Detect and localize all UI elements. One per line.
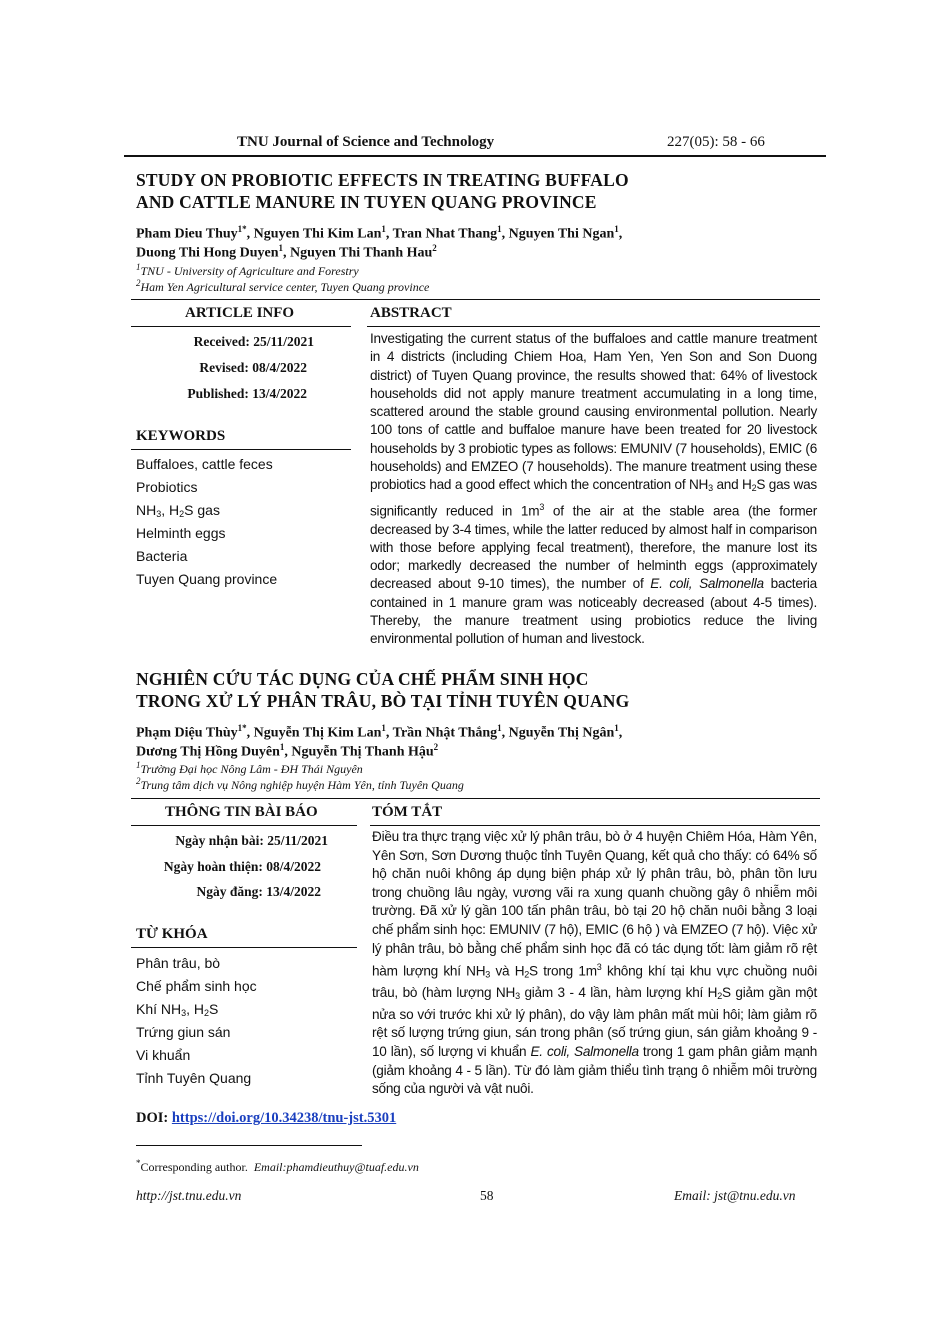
keyword: Chế phẩm sinh học [136,978,257,994]
doi-link[interactable]: https://doi.org/10.34238/tnu-jst.5301 [171,1110,397,1126]
en-top-rule [131,299,820,300]
keyword: Khí $NH_3$, $H_2S$ [136,1001,219,1018]
article-info-heading: ARTICLE INFO [185,305,295,321]
vi-title-line2: TRONG XỬ LÝ PHÂN TRÂU, BÒ TẠI TỈNH TUYÊN QUANG [136,691,630,711]
corresponding-email[interactable]: Email:phamdieuthuy@tuaf.edu.vn [253,1160,419,1174]
vi-authors-line2: Dương Thị Hồng Duyên$^1$, Nguyễn Thị Thanh Hậu$^2$ [136,742,439,760]
en-title-line1: STUDY ON PROBIOTIC EFFECTS IN TREATING BUFFALO [136,170,629,190]
abstract-heading: ABSTRACT [370,305,452,321]
keyword: Bacteria [136,548,188,564]
vi-revised-date: Ngày hoàn thiện: 08/4/2022 [163,859,321,874]
en-affiliation-1: $^1$TNU - University of Agriculture and Forestry [136,262,359,278]
vi-keyword-list [136,955,257,1093]
en-authors-line2: Duong Thi Hong Duyen$^1$, Nguyen Thi Thanh Hau$^2$ [136,243,437,261]
vi-keywords-rule [131,947,357,948]
vi-abstract-heading: TÓM TẮT [372,804,443,820]
keyword: Buffaloes, cattle feces [136,456,273,472]
vi-info-rule [131,825,357,826]
en-authors-line1: Pham Dieu Thuy$^{1*}$, Nguyen Thi Kim Lan$^1$, Tran Nhat Thang$^1$, Nguyen Thi Ngan$^1$, [136,224,623,242]
keyword: Probiotics [136,479,198,495]
vi-top-rule [131,798,820,799]
footnote-rule [136,1145,362,1146]
vi-authors-line1: Phạm Diệu Thùy$^{1*}$, Nguyễn Thị Kim Lan$^1$, Trần Nhật Thắng$^1$, Nguyễn Thị Ngân$^1$, [136,723,623,741]
vi-abstract-rule [370,825,820,826]
vi-keywords-heading: TỪ KHÓA [136,926,208,942]
keyword: Vi khuẩn [136,1047,191,1063]
published-date: Published: 13/4/2022 [187,386,307,401]
keyword: Helminth eggs [136,525,226,541]
volume-pages: 227(05): 58 - 66 [667,134,765,150]
corresponding-author: *Corresponding author. Email:phamdieuthuy@tuaf.edu.vn [136,1158,419,1174]
vi-abstract-text: Điều tra thực trạng việc xử lý phân trâu, bò ở 4 huyện Chiêm Hóa, Hàm Yên, Yên Sơn, Sơn Dương thuộc tỉnh Tuyên Quang, kết quả cho thấy: có 64% số hộ chăn nuôi không áp dụng biện pháp xử lý phân trâu, bò, phân tồn lưu trong chuồng lâu ngày, vương vãi ra xung quanh chuồng gây ô nhiễm môi trường. Đã xử lý gần 100 tấn phân trâu, bò tại 20 hộ chăn nuôi bằng 3 loại chế phẩm sinh học: EMUNIV (7 hộ), EMIC (6 hộ ) và EMZEO (7 hộ). Việc xử lý phân trâu, bò bằng chế phẩm sinh học đã có tác dụng tốt: làm giảm rõ rệt hàm lượng khí $NH_3$ và $H_2S$ trong $1m^3$ không khí tại khu vực chuồng nuôi trâu, bò (hàm lượng $NH_3$ giảm 3 - 4 lần, hàm lượng khí $H_2S$ giảm gần một nửa so với trước khi xử lý phân), do vậy làm phân mất mùi hôi; làm giảm rõ rệt số lượng trứng giun, sán trong phân (số trứng giun, sán giảm khoảng 9 - 10 lần), số lượng vi khuẩn E. coli, Salmonella trong 1 gam phân giảm mạnh (giảm khoảng 4 - 5 lần). Từ đó làm giảm thiểu tình trạng ô nhiễm môi trường sống của người và vật nuôi. [372,829,818,1097]
keyword: $NH_3$, $H_2S$ gas [136,502,220,519]
vi-title-line1: NGHIÊN CỨU TÁC DỤNG CỦA CHẾ PHẨM SINH HỌC [136,669,589,689]
vi-article-info-heading: THÔNG TIN BÀI BÁO [165,804,318,820]
abstract-text: Investigating the current status of the buffaloes and cattle manure treatment in 4 districts (including Chiem Hoa, Ham Yen, Yen Son and Son Duong district) of Tuyen Quang province, the results showed that: 64% of livestock households did not apply manure treatment accumulating in a long time, scattered around the stable ground causing environmental pollution. Nearly 100 tons of cattle and buffaloe manure have been treated for 20 livestock households by 3 probiotic types as follows: EMUNIV (7 households), EMIC (6 households) and EMZEO (7 households). The manure treatment using these probiotics had a good effect which the concentration of $NH_3$ and $H_2S$ gas was significantly reduced in $1m^3$ of the air at the stable area (the former decreased by 3-4 times, while the latter reduced by almost half in comparison with those before applying fecal treatment), therefore, the manure lost its odor; markedly decreased the number of helminth eggs (approximately decreased about 9-10 times), the number of E. coli, Salmonella bacteria contained in 1 manure gram was noticeably decreased (about 4-5 times). Thereby, the manure treatment using probiotics reduce the living environmental pollution of human and livestock. [370,331,818,647]
en-info-rule [131,326,351,327]
vi-affiliation-2: $^2$Trung tâm dịch vụ Nông nghiệp huyện Hàm Yên, tỉnh Tuyên Quang [136,776,464,792]
doi-label: DOI: [136,1110,169,1126]
en-affiliation-2: $^2$Ham Yen Agricultural service center, Tuyen Quang province [136,278,430,294]
revised-date: Revised: 08/4/2022 [199,360,307,375]
doi [136,1110,396,1127]
footer-email[interactable]: Email: jst@tnu.edu.vn [674,1188,796,1203]
received-date: Received: 25/11/2021 [193,334,314,349]
footer-website[interactable]: http://jst.tnu.edu.vn [136,1188,242,1203]
corresponding-label: Corresponding author. [140,1160,248,1174]
en-abstract-rule [367,326,820,327]
vi-received-date: Ngày nhận bài: 25/11/2021 [175,833,328,848]
page-number: 58 [480,1188,494,1203]
keyword-list [136,456,277,594]
keywords-heading: KEYWORDS [136,428,226,444]
keyword: Trứng giun sán [136,1024,231,1040]
keyword: Tỉnh Tuyên Quang [136,1070,252,1086]
keywords-rule [131,449,351,450]
keyword: Phân trâu, bò [136,955,221,971]
keyword: Tuyen Quang province [136,571,278,587]
header-rule [124,155,826,157]
vi-affiliation-1: $^1$Trường Đại học Nông Lâm - ĐH Thái Nguyên [136,760,363,776]
en-title-line2: AND CATTLE MANURE IN TUYEN QUANG PROVINCE [136,192,597,212]
vi-published-date: Ngày đăng: 13/4/2022 [196,884,321,899]
journal-name: TNU Journal of Science and Technology [237,134,495,150]
